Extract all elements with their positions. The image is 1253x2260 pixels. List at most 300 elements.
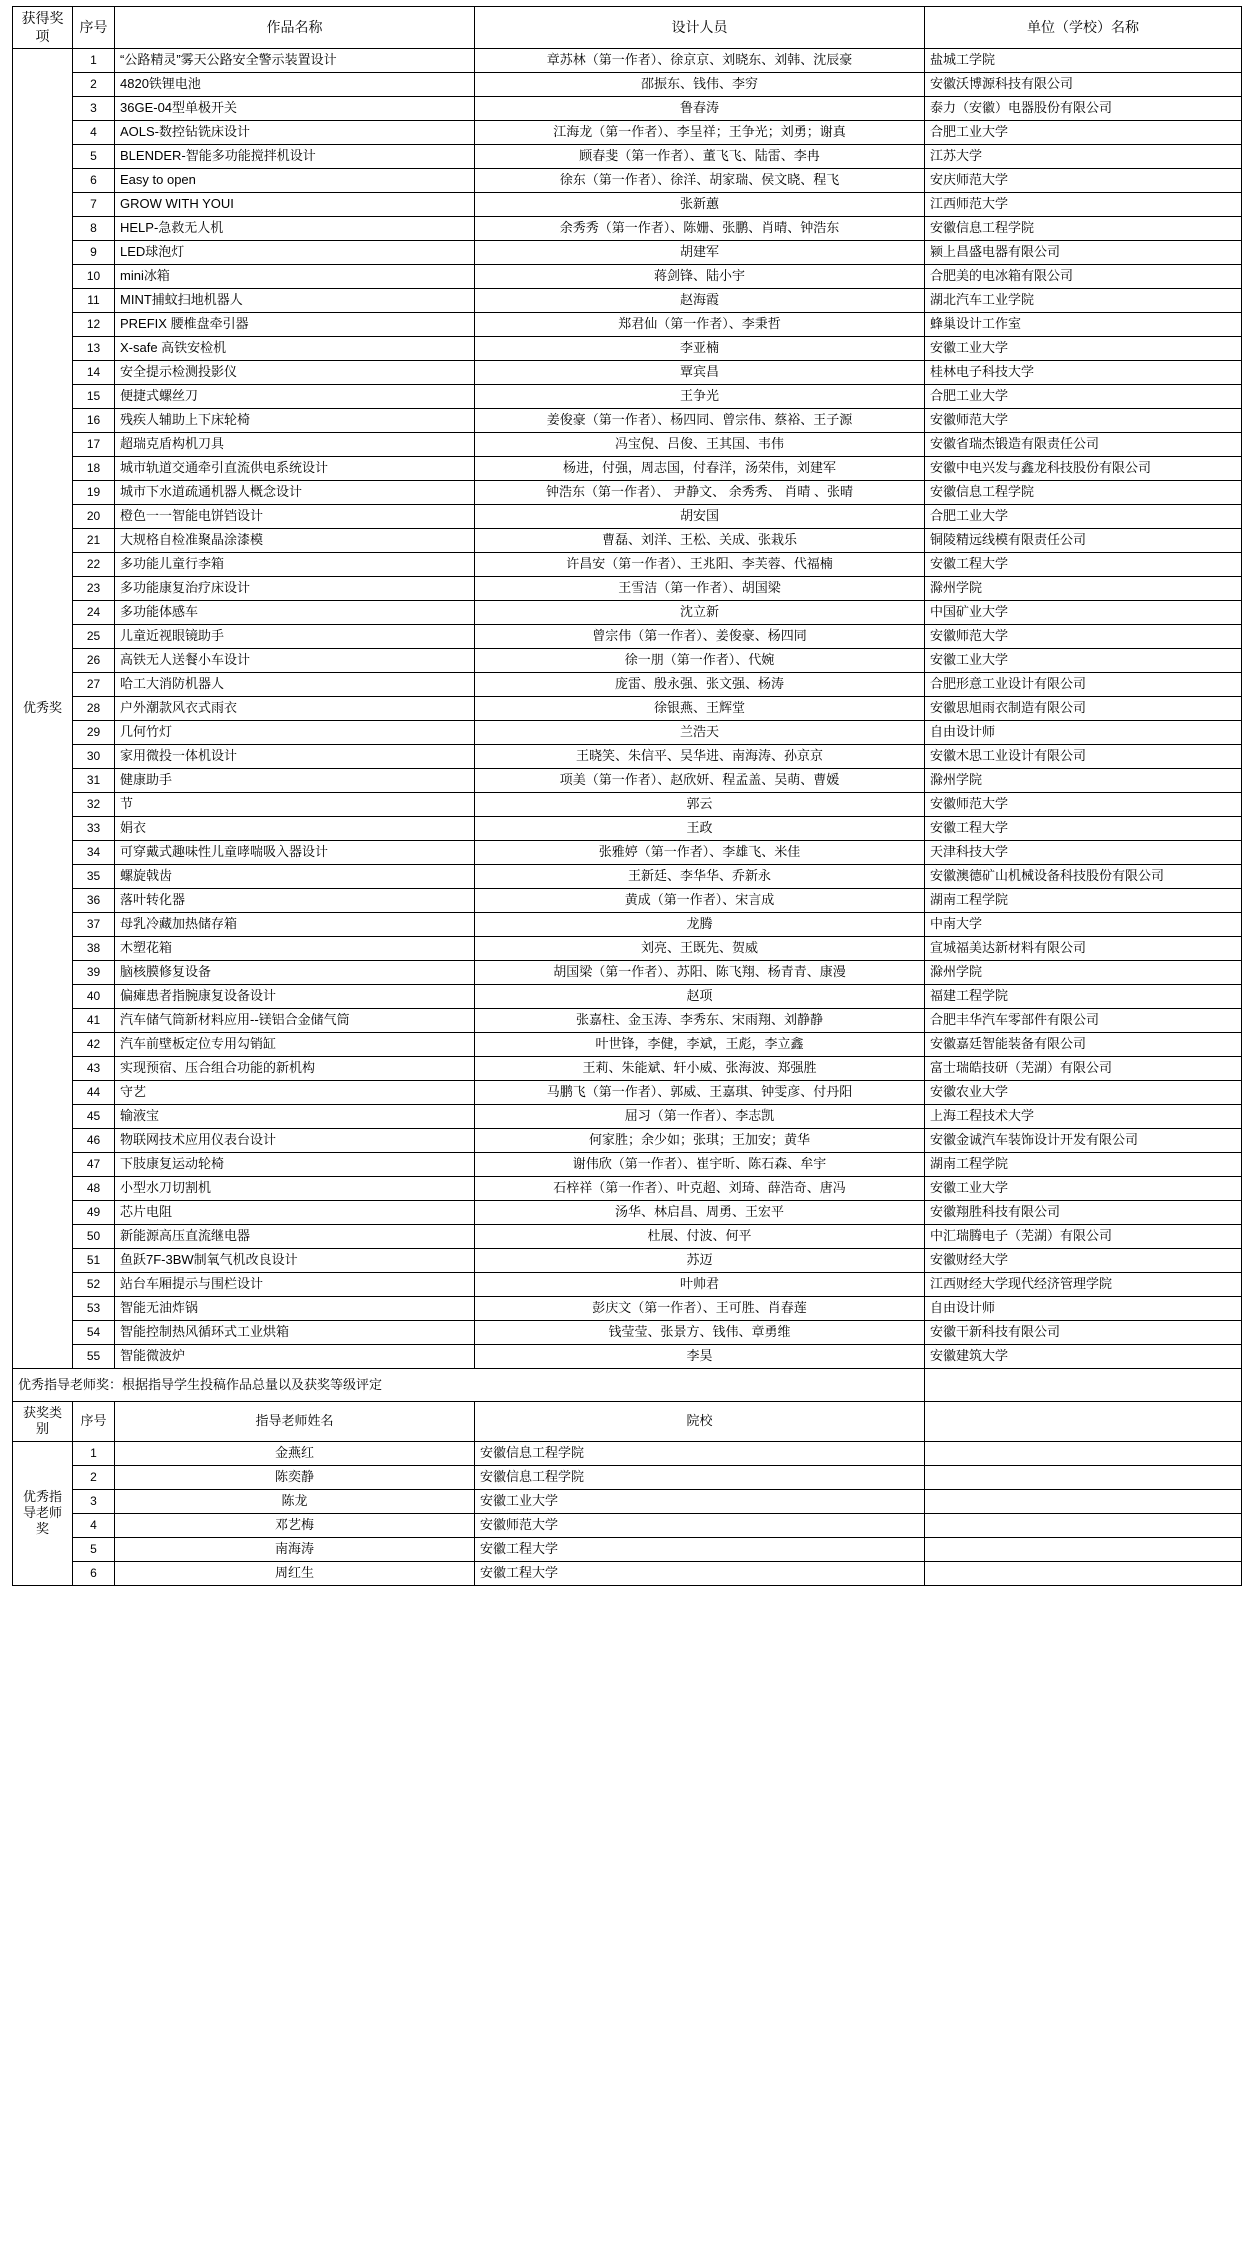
row-unit: 安徽建筑大学 (925, 1345, 1242, 1369)
row-work-name: 智能控制热风循环式工业烘箱 (115, 1321, 475, 1345)
row-no: 43 (73, 1057, 115, 1081)
row-unit: 安庆师范大学 (925, 169, 1242, 193)
row-no: 16 (73, 409, 115, 433)
table-row (13, 1153, 1242, 1177)
row-work-name: 智能无油炸锅 (115, 1297, 475, 1321)
teacher-table-row (13, 1561, 1242, 1585)
row-unit: 安徽中电兴发与鑫龙科技股份有限公司 (925, 457, 1242, 481)
table-row (13, 865, 1242, 889)
row-work-name: 户外潮款风衣式雨衣 (115, 697, 475, 721)
row-unit: 合肥工业大学 (925, 121, 1242, 145)
row-no: 42 (73, 1033, 115, 1057)
row-no: 27 (73, 673, 115, 697)
row-work-name: 汽车前壁板定位专用勾销缸 (115, 1033, 475, 1057)
row-work-name: 家用微投一体机设计 (115, 745, 475, 769)
row-no: 17 (73, 433, 115, 457)
header-people: 设计人员 (475, 7, 925, 49)
teacher-row-blank (925, 1489, 1242, 1513)
row-work-name: 站台车厢提示与围栏设计 (115, 1273, 475, 1297)
row-no: 34 (73, 841, 115, 865)
row-work-name: 4820铁锂电池 (115, 73, 475, 97)
row-work-name: 芯片电阻 (115, 1201, 475, 1225)
row-unit: 安徽师范大学 (925, 409, 1242, 433)
row-unit: 泰力（安徽）电器股份有限公司 (925, 97, 1242, 121)
row-work-name: 下肢康复运动轮椅 (115, 1153, 475, 1177)
table-row (13, 49, 1242, 73)
row-designers: 叶世锋，李健，李斌，王彪，李立鑫 (475, 1033, 925, 1057)
row-no: 28 (73, 697, 115, 721)
teacher-row-blank (925, 1465, 1242, 1489)
teacher-row-blank (925, 1537, 1242, 1561)
row-work-name: Easy to open (115, 169, 475, 193)
row-designers: 苏迈 (475, 1249, 925, 1273)
row-unit: 安徽工业大学 (925, 337, 1242, 361)
row-designers: 屈习（第一作者）、李志凯 (475, 1105, 925, 1129)
row-unit: 湖南工程学院 (925, 1153, 1242, 1177)
table-row (13, 649, 1242, 673)
table-row (13, 1297, 1242, 1321)
row-designers: 徐一朋（第一作者）、代婉 (475, 649, 925, 673)
table-row (13, 673, 1242, 697)
row-unit: 盐城工学院 (925, 49, 1242, 73)
row-designers: 沈立新 (475, 601, 925, 625)
table-row (13, 337, 1242, 361)
row-no: 37 (73, 913, 115, 937)
row-designers: 庞雷、殷永强、张文强、杨涛 (475, 673, 925, 697)
row-work-name: 几何竹灯 (115, 721, 475, 745)
row-no: 53 (73, 1297, 115, 1321)
teacher-table-body (13, 1441, 1242, 1585)
table-row (13, 1033, 1242, 1057)
row-designers: 王政 (475, 817, 925, 841)
row-designers: 江海龙（第一作者）、李呈祥；王争光；刘勇；谢真 (475, 121, 925, 145)
row-work-name: 多功能体感车 (115, 601, 475, 625)
row-unit: 中南大学 (925, 913, 1242, 937)
row-unit: 安徽工程大学 (925, 553, 1242, 577)
row-designers: 汤华、林启昌、周勇、王宏平 (475, 1201, 925, 1225)
table-row (13, 745, 1242, 769)
teacher-table-row (13, 1537, 1242, 1561)
table-row (13, 625, 1242, 649)
table-row (13, 73, 1242, 97)
teacher-row-blank (925, 1561, 1242, 1585)
row-designers: 王争光 (475, 385, 925, 409)
table-row (13, 97, 1242, 121)
row-no: 19 (73, 481, 115, 505)
row-no: 10 (73, 265, 115, 289)
row-work-name: 36GE-04型单极开关 (115, 97, 475, 121)
row-designers: 赵海霞 (475, 289, 925, 313)
row-designers: 王新廷、李华华、乔新永 (475, 865, 925, 889)
table-row (13, 121, 1242, 145)
teacher-row-blank (925, 1441, 1242, 1465)
row-designers: 杜展、付波、何平 (475, 1225, 925, 1249)
row-no: 38 (73, 937, 115, 961)
table-row (13, 385, 1242, 409)
row-unit: 合肥丰华汽车零部件有限公司 (925, 1009, 1242, 1033)
row-no: 29 (73, 721, 115, 745)
row-no: 13 (73, 337, 115, 361)
table-row (13, 577, 1242, 601)
row-no: 23 (73, 577, 115, 601)
row-no: 14 (73, 361, 115, 385)
row-unit: 上海工程技术大学 (925, 1105, 1242, 1129)
row-no: 44 (73, 1081, 115, 1105)
excellent-award-table (12, 6, 1242, 1369)
row-unit: 合肥形意工业设计有限公司 (925, 673, 1242, 697)
table-row (13, 937, 1242, 961)
row-no: 32 (73, 793, 115, 817)
row-work-name: mini冰箱 (115, 265, 475, 289)
teacher-row-no: 3 (73, 1489, 115, 1513)
row-work-name: 高铁无人送餐小车设计 (115, 649, 475, 673)
table-row (13, 697, 1242, 721)
teacher-header-name: 指导老师姓名 (115, 1402, 475, 1442)
teacher-row-name: 金燕红 (115, 1441, 475, 1465)
row-work-name: “公路精灵”雾天公路安全警示装置设计 (115, 49, 475, 73)
row-work-name: 实现预宿、压合组合功能的新机构 (115, 1057, 475, 1081)
table-row (13, 433, 1242, 457)
teacher-header-blank (925, 1402, 1242, 1442)
table-row (13, 145, 1242, 169)
row-work-name: 脑核膜修复设备 (115, 961, 475, 985)
row-unit: 宣城福美达新材料有限公司 (925, 937, 1242, 961)
row-unit: 合肥美的电冰箱有限公司 (925, 265, 1242, 289)
row-designers: 张雅婷（第一作者）、李雄飞、米佳 (475, 841, 925, 865)
row-no: 41 (73, 1009, 115, 1033)
row-no: 40 (73, 985, 115, 1009)
row-designers: 蒋剑锋、陆小宇 (475, 265, 925, 289)
row-designers: 王莉、朱能斌、轩小威、张海波、郑强胜 (475, 1057, 925, 1081)
row-work-name: 安全提示检测投影仪 (115, 361, 475, 385)
row-unit: 安徽翔胜科技有限公司 (925, 1201, 1242, 1225)
row-designers: 曹磊、刘洋、王松、关成、张栽乐 (475, 529, 925, 553)
row-work-name: AOLS-数控钻铣床设计 (115, 121, 475, 145)
row-unit: 安徽信息工程学院 (925, 481, 1242, 505)
table-row (13, 169, 1242, 193)
row-designers: 杨进，付强，周志国，付春洋，汤荣伟，刘建军 (475, 457, 925, 481)
table-row (13, 553, 1242, 577)
row-unit: 合肥工业大学 (925, 505, 1242, 529)
row-work-name: X-safe 高铁安检机 (115, 337, 475, 361)
row-work-name: PREFIX 腰椎盘牵引器 (115, 313, 475, 337)
row-designers: 覃宾昌 (475, 361, 925, 385)
teacher-table-row (13, 1465, 1242, 1489)
row-no: 21 (73, 529, 115, 553)
table-row (13, 313, 1242, 337)
table-row (13, 961, 1242, 985)
row-no: 2 (73, 73, 115, 97)
row-unit: 滁州学院 (925, 577, 1242, 601)
row-designers: 刘亮、王既先、贺威 (475, 937, 925, 961)
row-work-name: 便捷式螺丝刀 (115, 385, 475, 409)
row-designers: 王晓笑、朱信平、吴华进、南海涛、孙京京 (475, 745, 925, 769)
row-work-name: 多功能康复治疗床设计 (115, 577, 475, 601)
table-row (13, 817, 1242, 841)
row-designers: 顾春斐（第一作者）、董飞飞、陆雷、李冉 (475, 145, 925, 169)
row-no: 8 (73, 217, 115, 241)
row-designers: 石梓祥（第一作者）、叶克超、刘琦、薛浩奇、唐冯 (475, 1177, 925, 1201)
row-work-name: 节 (115, 793, 475, 817)
row-unit: 安徽师范大学 (925, 793, 1242, 817)
row-no: 6 (73, 169, 115, 193)
row-unit: 安徽省瑞杰锻造有限责任公司 (925, 433, 1242, 457)
row-unit: 桂林电子科技大学 (925, 361, 1242, 385)
row-work-name: 城市下水道疏通机器人概念设计 (115, 481, 475, 505)
row-work-name: 螺旋戟齿 (115, 865, 475, 889)
header-unit: 单位（学校）名称 (925, 7, 1242, 49)
award-category-cell: 优秀奖 (13, 49, 73, 1369)
table-row (13, 1129, 1242, 1153)
header-no: 序号 (73, 7, 115, 49)
row-designers: 马鹏飞（第一作者）、郭威、王嘉琪、钟雯彦、付丹阳 (475, 1081, 925, 1105)
header-work: 作品名称 (115, 7, 475, 49)
row-no: 3 (73, 97, 115, 121)
row-designers: 张新蕙 (475, 193, 925, 217)
row-designers: 谢伟欣（第一作者）、崔宇昕、陈石森、牟宇 (475, 1153, 925, 1177)
table-row (13, 1177, 1242, 1201)
teacher-award-category-cell: 优秀指导老师奖 (13, 1441, 73, 1585)
teacher-header-school: 院校 (475, 1402, 925, 1442)
row-designers: 胡安国 (475, 505, 925, 529)
row-work-name: 多功能儿童行李箱 (115, 553, 475, 577)
row-no: 5 (73, 145, 115, 169)
table-row (13, 601, 1242, 625)
row-designers: 项美（第一作者）、赵欣妍、程孟盖、吴萌、曹媛 (475, 769, 925, 793)
row-no: 1 (73, 49, 115, 73)
row-unit: 江西财经大学现代经济管理学院 (925, 1273, 1242, 1297)
row-work-name: HELP-急救无人机 (115, 217, 475, 241)
teacher-table-row (13, 1441, 1242, 1465)
teacher-table-row (13, 1489, 1242, 1513)
header-award: 获得奖项 (13, 7, 73, 49)
row-designers: 曾宗伟（第一作者）、姜俊豪、杨四同 (475, 625, 925, 649)
row-designers: 兰浩天 (475, 721, 925, 745)
teacher-row-name: 陈龙 (115, 1489, 475, 1513)
row-work-name: 小型水刀切割机 (115, 1177, 475, 1201)
row-work-name: 残疾人辅助上下床轮椅 (115, 409, 475, 433)
row-unit: 自由设计师 (925, 721, 1242, 745)
row-no: 36 (73, 889, 115, 913)
row-no: 54 (73, 1321, 115, 1345)
row-designers: 何家胜；余少如；张琪；王加安；黄华 (475, 1129, 925, 1153)
row-designers: 徐银燕、王辉堂 (475, 697, 925, 721)
row-no: 22 (73, 553, 115, 577)
row-unit: 安徽财经大学 (925, 1249, 1242, 1273)
row-no: 11 (73, 289, 115, 313)
teacher-row-name: 南海涛 (115, 1537, 475, 1561)
teacher-header-row (13, 1402, 1242, 1442)
row-work-name: 落叶转化器 (115, 889, 475, 913)
row-work-name: MINT捕蚊扫地机器人 (115, 289, 475, 313)
row-designers: 胡国梁（第一作者）、苏阳、陈飞翔、杨青青、康漫 (475, 961, 925, 985)
row-work-name: 鱼跃7F-3BW制氧气机改良设计 (115, 1249, 475, 1273)
row-designers: 郑君仙（第一作者）、李秉哲 (475, 313, 925, 337)
row-work-name: 城市轨道交通牵引直流供电系统设计 (115, 457, 475, 481)
row-unit: 合肥工业大学 (925, 385, 1242, 409)
row-work-name: 娟衣 (115, 817, 475, 841)
table-row (13, 289, 1242, 313)
table-row (13, 1201, 1242, 1225)
row-unit: 安徽沃博源科技有限公司 (925, 73, 1242, 97)
row-unit: 安徽工业大学 (925, 649, 1242, 673)
row-unit: 安徽农业大学 (925, 1081, 1242, 1105)
row-designers: 余秀秀（第一作者）、陈姗、张鹏、肖晴、钟浩东 (475, 217, 925, 241)
row-designers: 李亚楠 (475, 337, 925, 361)
table-row (13, 1321, 1242, 1345)
excellent-teacher-table (12, 1368, 1242, 1586)
table-row (13, 985, 1242, 1009)
row-designers: 鲁春涛 (475, 97, 925, 121)
teacher-row-blank (925, 1513, 1242, 1537)
teacher-table-row (13, 1513, 1242, 1537)
table-row (13, 265, 1242, 289)
table-row (13, 1081, 1242, 1105)
teacher-row-name: 陈奕静 (115, 1465, 475, 1489)
row-no: 46 (73, 1129, 115, 1153)
row-work-name: BLENDER-智能多功能搅拌机设计 (115, 145, 475, 169)
table-row (13, 913, 1242, 937)
row-no: 47 (73, 1153, 115, 1177)
row-work-name: 智能微波炉 (115, 1345, 475, 1369)
table-row (13, 217, 1242, 241)
row-no: 4 (73, 121, 115, 145)
row-work-name: LED球泡灯 (115, 241, 475, 265)
row-designers: 张嘉柱、金玉涛、李秀东、宋雨翔、刘静静 (475, 1009, 925, 1033)
row-unit: 安徽师范大学 (925, 625, 1242, 649)
row-work-name: 健康助手 (115, 769, 475, 793)
row-unit: 福建工程学院 (925, 985, 1242, 1009)
row-no: 20 (73, 505, 115, 529)
teacher-row-school: 安徽师范大学 (475, 1513, 925, 1537)
table-body (13, 49, 1242, 1369)
row-unit: 湖北汽车工业学院 (925, 289, 1242, 313)
teacher-row-name: 邓艺梅 (115, 1513, 475, 1537)
row-no: 7 (73, 193, 115, 217)
teacher-row-school: 安徽工程大学 (475, 1561, 925, 1585)
table-row (13, 481, 1242, 505)
row-unit: 颍上昌盛电器有限公司 (925, 241, 1242, 265)
teacher-row-school: 安徽信息工程学院 (475, 1441, 925, 1465)
row-unit: 滁州学院 (925, 769, 1242, 793)
row-no: 15 (73, 385, 115, 409)
table-row (13, 721, 1242, 745)
row-no: 52 (73, 1273, 115, 1297)
teacher-section-title: 优秀指导老师奖：根据指导学生投稿作品总量以及获奖等级评定 (13, 1369, 925, 1402)
teacher-row-school: 安徽工程大学 (475, 1537, 925, 1561)
row-work-name: 守艺 (115, 1081, 475, 1105)
table-row (13, 1105, 1242, 1129)
row-unit: 安徽木思工业设计有限公司 (925, 745, 1242, 769)
teacher-row-no: 1 (73, 1441, 115, 1465)
teacher-header-category: 获奖类别 (13, 1402, 73, 1442)
row-no: 26 (73, 649, 115, 673)
row-unit: 安徽澳德矿山机械设备科技股份有限公司 (925, 865, 1242, 889)
row-unit: 湖南工程学院 (925, 889, 1242, 913)
table-header (13, 7, 1242, 49)
row-designers: 邵振东、钱伟、李穷 (475, 73, 925, 97)
row-designers: 王雪洁（第一作者）、胡国梁 (475, 577, 925, 601)
row-unit: 中汇瑞腾电子（芜湖）有限公司 (925, 1225, 1242, 1249)
row-unit: 安徽干新科技有限公司 (925, 1321, 1242, 1345)
row-designers: 郭云 (475, 793, 925, 817)
table-row (13, 889, 1242, 913)
row-unit: 安徽金诚汽车装饰设计开发有限公司 (925, 1129, 1242, 1153)
row-work-name: 超瑞克盾构机刀具 (115, 433, 475, 457)
table-row (13, 529, 1242, 553)
table-row (13, 841, 1242, 865)
row-unit: 铜陵精远线模有限责任公司 (925, 529, 1242, 553)
row-unit: 蜂巢设计工作室 (925, 313, 1242, 337)
row-no: 31 (73, 769, 115, 793)
row-no: 12 (73, 313, 115, 337)
row-work-name: 新能源高压直流继电器 (115, 1225, 475, 1249)
teacher-row-name: 周红生 (115, 1561, 475, 1585)
table-row (13, 1225, 1242, 1249)
row-designers: 钟浩东（第一作者）、 尹静文、 余秀秀、 肖晴 、张晴 (475, 481, 925, 505)
teacher-row-no: 2 (73, 1465, 115, 1489)
row-unit: 江西师范大学 (925, 193, 1242, 217)
table-row (13, 505, 1242, 529)
table-row (13, 457, 1242, 481)
row-unit: 安徽嘉廷智能装备有限公司 (925, 1033, 1242, 1057)
row-unit: 安徽工程大学 (925, 817, 1242, 841)
row-no: 50 (73, 1225, 115, 1249)
row-designers: 冯宝倪、吕俊、王其国、韦伟 (475, 433, 925, 457)
row-designers: 胡建军 (475, 241, 925, 265)
row-work-name: 物联网技术应用仪表台设计 (115, 1129, 475, 1153)
row-work-name: 儿童近视眼镜助手 (115, 625, 475, 649)
table-row (13, 1249, 1242, 1273)
row-unit: 江苏大学 (925, 145, 1242, 169)
row-designers: 钱莹莹、张景方、钱伟、章勇维 (475, 1321, 925, 1345)
row-unit: 天津科技大学 (925, 841, 1242, 865)
row-work-name: 输液宝 (115, 1105, 475, 1129)
row-designers: 姜俊豪（第一作者）、杨四同、曾宗伟、蔡裕、王子源 (475, 409, 925, 433)
row-unit: 安徽工业大学 (925, 1177, 1242, 1201)
row-designers: 许昌安（第一作者）、王兆阳、李芙蓉、代福楠 (475, 553, 925, 577)
row-unit: 安徽思旭雨衣制造有限公司 (925, 697, 1242, 721)
row-no: 33 (73, 817, 115, 841)
table-row (13, 193, 1242, 217)
teacher-row-no: 6 (73, 1561, 115, 1585)
row-unit: 滁州学院 (925, 961, 1242, 985)
row-designers: 章苏林（第一作者）、徐京京、刘晓东、刘韩、沈辰豪 (475, 49, 925, 73)
row-unit: 中国矿业大学 (925, 601, 1242, 625)
row-no: 45 (73, 1105, 115, 1129)
row-designers: 李昊 (475, 1345, 925, 1369)
teacher-row-school: 安徽工业大学 (475, 1489, 925, 1513)
table-row (13, 1009, 1242, 1033)
row-work-name: GROW WITH YOUI (115, 193, 475, 217)
row-work-name: 哈工大消防机器人 (115, 673, 475, 697)
row-unit: 安徽信息工程学院 (925, 217, 1242, 241)
row-no: 24 (73, 601, 115, 625)
table-row (13, 769, 1242, 793)
row-no: 18 (73, 457, 115, 481)
row-work-name: 可穿戴式趣味性儿童哮喘吸入器设计 (115, 841, 475, 865)
row-unit: 富士瑞皓技研（芜湖）有限公司 (925, 1057, 1242, 1081)
row-no: 35 (73, 865, 115, 889)
row-designers: 黄成（第一作者）、宋言成 (475, 889, 925, 913)
row-work-name: 橙色一一智能电饼铛设计 (115, 505, 475, 529)
teacher-title-blank (925, 1369, 1242, 1402)
teacher-row-school: 安徽信息工程学院 (475, 1465, 925, 1489)
row-designers: 彭庆文（第一作者）、王可胜、肖春莲 (475, 1297, 925, 1321)
row-no: 9 (73, 241, 115, 265)
row-designers: 徐东（第一作者）、徐洋、胡家瑞、侯文晓、程飞 (475, 169, 925, 193)
row-no: 25 (73, 625, 115, 649)
